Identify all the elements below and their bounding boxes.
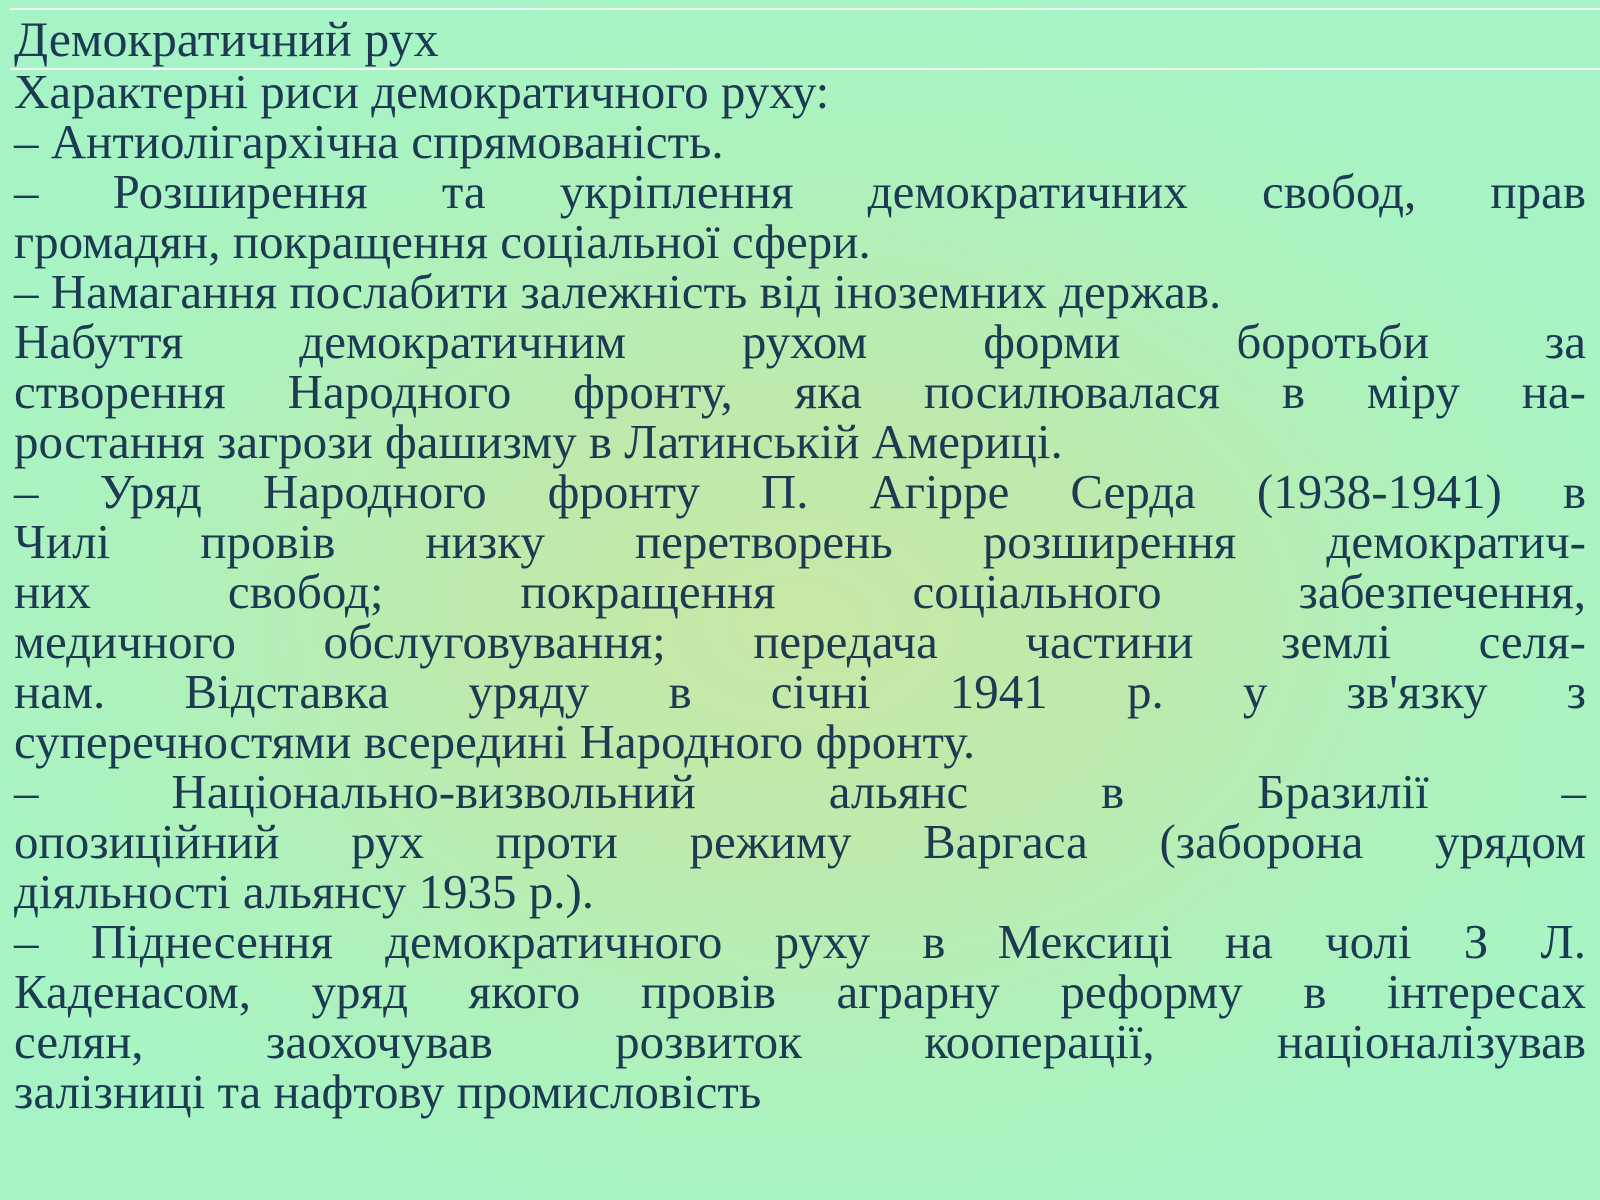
body-line: Набуття демократичним рухом форми боротьби за bbox=[14, 314, 1586, 369]
body-line: медичного обслуговування; передача частини землі селя- bbox=[14, 614, 1586, 669]
body-line: – Намагання послабити залежність від іноземних держав. bbox=[14, 264, 1222, 319]
title-bar bbox=[10, 8, 1600, 70]
body-line: – Національно-визвольний альянс в Бразилії – bbox=[14, 764, 1586, 819]
body-line: Чилі провів низку перетворень розширення демократич- bbox=[14, 514, 1586, 569]
body-line: Каденасом, уряд якого провів аграрну реформу в інтересах bbox=[14, 964, 1586, 1019]
body-line: опозиційний рух проти режиму Варгаса (заборона урядом bbox=[14, 814, 1586, 869]
body-line: суперечностями всередині Народного фронту. bbox=[14, 714, 976, 769]
body-line: нам. Відставка уряду в січні 1941 р. у зв'язку з bbox=[14, 664, 1586, 719]
body-line: діяльності альянсу 1935 р.). bbox=[14, 864, 595, 919]
body-line: громадян, покращення соціальної сфери. bbox=[14, 214, 871, 269]
body-line: ростання загрози фашизму в Латинській Америці. bbox=[14, 414, 1063, 469]
body-line: – Уряд Народного фронту П. Агірре Серда (1938-1941) в bbox=[14, 464, 1586, 519]
body-line: Характерні риси демократичного руху: bbox=[14, 64, 830, 119]
body-line: – Розширення та укріплення демократичних свобод, прав bbox=[14, 164, 1586, 219]
slide-title: Демократичний рух bbox=[14, 11, 439, 67]
body-line: створення Народного фронту, яка посилювалася в міру на- bbox=[14, 364, 1586, 419]
body-line: залізниці та нафтову промисловість bbox=[14, 1064, 762, 1119]
body-line: селян, заохочував розвиток кооперації, націоналізував bbox=[14, 1014, 1586, 1069]
slide-body bbox=[14, 64, 1586, 1119]
body-line: них свобод; покращення соціального забезпечення, bbox=[14, 564, 1586, 619]
body-line: – Піднесення демократичного руху в Мексиці на чолі З Л. bbox=[14, 914, 1586, 969]
body-line: – Антиолігархічна спрямованість. bbox=[14, 114, 724, 169]
